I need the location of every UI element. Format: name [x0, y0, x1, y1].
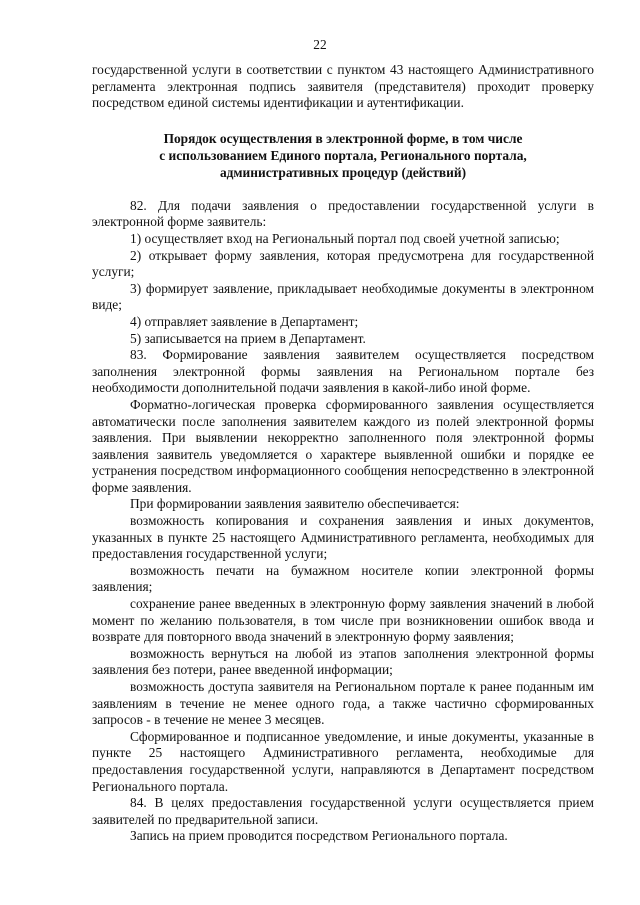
list-item: 2) открывает форму заявления, которая предусмотрена для государственной услуги;	[92, 247, 594, 280]
heading-line: Порядок осуществления в электронной форме, в том числе	[163, 130, 523, 146]
paragraph: возможность вернуться на любой из этапов заполнения электронной формы заявления без потери, ранее введенной информации;	[92, 645, 594, 678]
list-item: 5) записывается на прием в Департамент.	[130, 330, 366, 346]
paragraph: возможность копирования и сохранения заявления и иных документов, указанных в пункте 25 настоящего Административного регламента, необходимых для предоставления государственной услуги;	[92, 513, 594, 562]
heading-line: административных процедур (действий)	[219, 164, 467, 180]
list-item: 1) осуществляет вход на Региональный портал под своей учетной записью;	[130, 230, 560, 246]
document-body	[92, 62, 594, 845]
paragraph: Форматно-логическая проверка сформированного заявления осуществляется автоматически после заполнения заявителем каждого из полей электронной формы заявления. При выявлении некорректно заполненного поля электронной формы заявления заявитель уведомляется о характере выявленной ошибки и порядке ее устранения посредством информационного сообщения непосредственно в электронной форме заявления.	[92, 396, 594, 495]
paragraph-83: 83. Формирование заявления заявителем осуществляется посредством заполнения электронной формы заявления на Региональном портале без необходимости дополнительной подачи заявления в какой-либо иной форме.	[92, 347, 594, 396]
section-heading	[92, 130, 594, 181]
heading-line: с использованием Единого портала, Регионального портала,	[159, 147, 527, 163]
paragraph-82: 82. Для подачи заявления о предоставлении государственной услуги в электронной форме заявитель:	[92, 197, 594, 230]
list-item: 4) отправляет заявление в Департамент;	[130, 313, 359, 329]
paragraph: Запись на прием проводится посредством Регионального портала.	[130, 828, 508, 844]
paragraph-84: 84. В целях предоставления государственной услуги осуществляется прием заявителей по предварительной записи.	[92, 795, 594, 827]
paragraph: возможность печати на бумажном носителе копии электронной формы заявления;	[92, 562, 594, 595]
paragraph: возможность доступа заявителя на Региональном портале к ранее поданным им заявлениям в течение не менее одного года, а также частично сформированных запросов - в течение не менее 3 месяцев.	[92, 679, 594, 728]
intro-paragraph: государственной услуги в соответствии с пунктом 43 настоящего Административного регламента электронная подпись заявителя (представителя) проходит проверку посредством единой системы идентификации и аутентификации.	[92, 62, 594, 111]
paragraph: Сформированное и подписанное уведомление, и иные документы, указанные в пункте 25 настоящего Административного регламента, необходимые для предоставления государственной услуги, направляются в Департамент посредством Регионального портала.	[92, 728, 594, 794]
page-number: 22	[313, 37, 327, 52]
list-item: 3) формирует заявление, прикладывает необходимые документы в электронном виде;	[92, 280, 594, 313]
paragraph: сохранение ранее введенных в электронную форму заявления значений в любой момент по желанию пользователя, в том числе при возникновении ошибок ввода и возврате для повторного ввода значений в электронную форму заявления;	[92, 596, 594, 645]
paragraph: При формировании заявления заявителю обеспечивается:	[130, 496, 460, 512]
